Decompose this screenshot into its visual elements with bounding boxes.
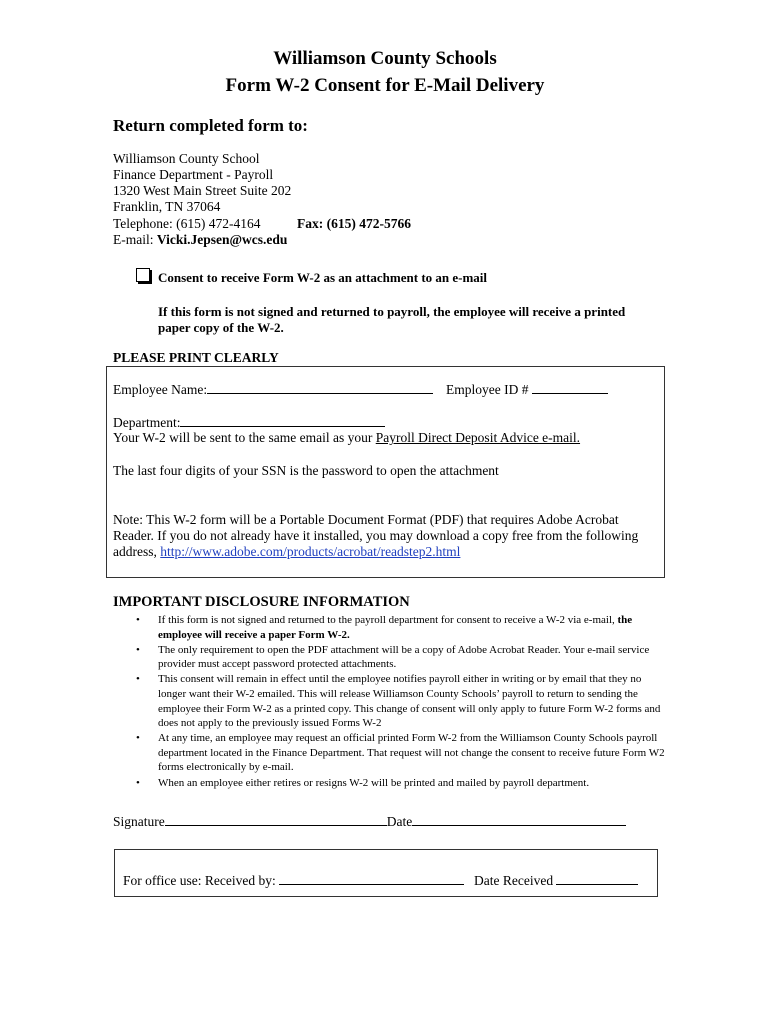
received-by-row — [123, 872, 464, 889]
department-row — [113, 414, 385, 431]
print-clearly-heading: PLEASE PRINT CLEARLY — [113, 350, 279, 365]
date-received-field[interactable] — [556, 872, 638, 885]
employee-id-label: Employee ID # — [446, 382, 529, 397]
fax-text: Fax: (615) 472-5766 — [297, 216, 411, 231]
email-label: E-mail: — [113, 232, 154, 247]
address-line-3: 1320 West Main Street Suite 202 — [113, 183, 292, 198]
date-label: Date — [386, 814, 413, 829]
telephone-text: Telephone: (615) 472-4164 — [113, 216, 261, 231]
received-by-field[interactable] — [279, 872, 464, 885]
employee-id-row — [446, 381, 608, 398]
email-line — [113, 232, 287, 248]
address-line-1: Williamson County School — [113, 151, 260, 166]
address-line-4: Franklin, TN 37064 — [113, 199, 221, 214]
list-item: • If this form is not signed and returned to the payroll department for consent to receive a W-2 via e-mail, the employee will receive a paper Form W-2. — [136, 614, 633, 641]
pdf-note-line3 — [113, 544, 460, 560]
w2-sent-row — [113, 430, 580, 446]
ssn-password-text: The last four digits of your SSN is the password to open the attachment — [113, 463, 499, 478]
bullet-icon: • — [136, 732, 140, 745]
adobe-download-link[interactable]: http://www.adobe.com/products/acrobat/readstep2.html — [160, 544, 461, 559]
signature-row — [113, 813, 626, 830]
employee-name-label: Employee Name: — [113, 382, 208, 397]
consent-label: Consent to receive Form W-2 as an attachment to an e-mail — [158, 270, 488, 285]
email-value: Vicki.Jepsen@wcs.edu — [156, 232, 288, 247]
disclosure-heading: IMPORTANT DISCLOSURE INFORMATION — [113, 594, 410, 610]
bullet-icon: • — [136, 614, 140, 626]
consent-note-line2: paper copy of the W-2. — [158, 320, 284, 335]
date-field[interactable] — [412, 813, 626, 826]
w2-sent-text: Your W-2 will be sent to the same email as your — [113, 430, 373, 445]
return-heading: Return completed form to: — [113, 116, 308, 135]
department-field[interactable] — [180, 414, 385, 427]
date-received-label: Date Received — [474, 873, 554, 888]
pdf-note-line2: Reader. If you do not already have it installed, you may download a copy free from the following — [113, 528, 639, 543]
employee-name-row — [113, 381, 433, 398]
list-item: • When an employee either retires or resigns W-2 will be printed and mailed by payroll department. — [136, 776, 590, 789]
list-item: • The only requirement to open the PDF attachment will be a copy of Adobe Acrobat Reader. Your e-mail service provider must accept password protected attachments. — [136, 643, 650, 671]
direct-deposit-link: Payroll Direct Deposit Advice e-mail. — [375, 430, 581, 445]
bullet-icon: • — [136, 643, 140, 656]
date-received-row — [474, 872, 638, 889]
signature-label: Signature — [113, 814, 165, 829]
pdf-note-line1: Note: This W-2 form will be a Portable Document Format (PDF) that requires Adobe Acrobat — [113, 512, 619, 527]
employee-name-field[interactable] — [207, 381, 433, 394]
page-title-line1: Williamson County Schools — [273, 48, 497, 69]
pdf-note-prefix: address, — [113, 544, 157, 559]
received-by-label: For office use: Received by: — [123, 873, 276, 888]
list-item: • This consent will remain in effect until the employee notifies payroll either in writing or by email that they no longer want their W-2 emailed. This will release Williamson County Schools’ payroll to return to sending the employee their Form W-2 as a printed copy. This change of consent will only apply to future Form W-2 forms and does not apply to the previously issued Forms W-2 — [136, 673, 661, 730]
address-line-2: Finance Department - Payroll — [113, 167, 274, 182]
department-label: Department: — [113, 415, 181, 430]
bullet-icon: • — [136, 776, 140, 789]
consent-note-line1: If this form is not signed and returned to payroll, the employee will receive a printed — [158, 304, 626, 319]
employee-id-field[interactable] — [532, 381, 608, 394]
disclosure-list — [136, 613, 666, 791]
consent-checkbox[interactable] — [136, 268, 150, 282]
bullet-icon: • — [136, 673, 140, 686]
signature-field[interactable] — [165, 813, 387, 826]
list-item: • At any time, an employee may request an official printed Form W-2 from the Williamson County Schools payroll department located in the Finance Department. That request will not change the consent to receive future Form W2 forms electronically by e-mail. — [136, 732, 665, 774]
page-title-line2: Form W-2 Consent for E-Mail Delivery — [225, 75, 545, 96]
